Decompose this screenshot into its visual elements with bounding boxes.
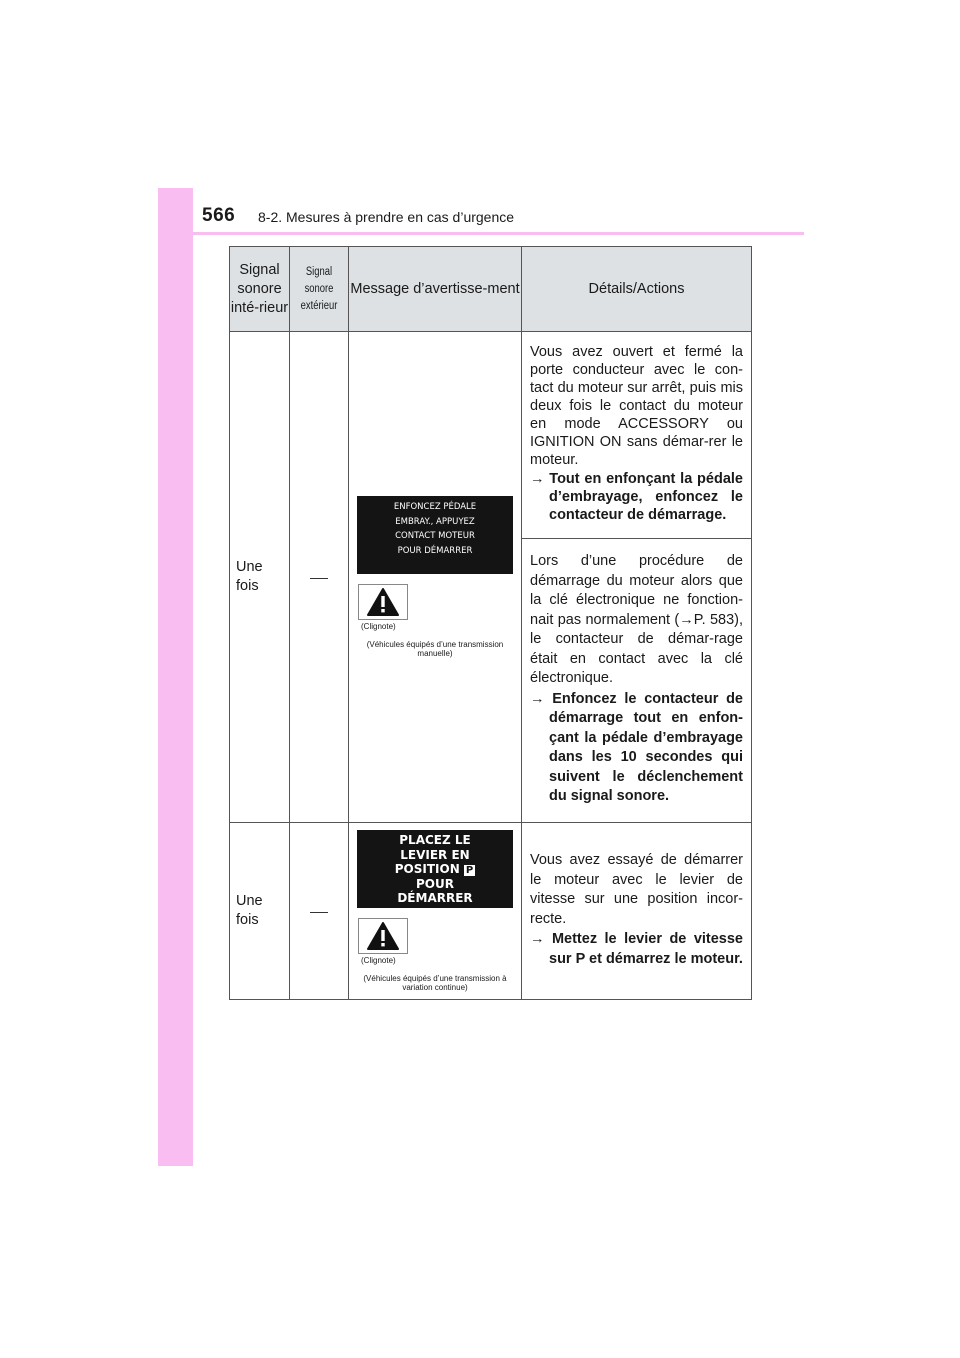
header-divider — [193, 232, 804, 235]
chapter-sidebar — [158, 188, 193, 1166]
blink-label: (Clignote) — [361, 956, 396, 965]
details-action: → Enfoncez le contacteur de démarrage tout en enfon-çant la pédale d’embrayage dans les 10 secondes qui suivent le déclenchement du signal sonore. — [530, 690, 743, 805]
details-text: Vous avez ouvert et fermé la porte conducteur avec le con-tact du moteur sur arrêt, puis mis deux fois le contact du moteur en mode ACCESSORY ou IGNITION ON sans démar-rer le moteur. — [530, 344, 743, 469]
col-header-message: Message d’avertisse-ment — [349, 247, 522, 332]
details-text: Vous avez essayé de démarrer le moteur avec le levier de vitesse sur une position incor-recte. — [530, 852, 743, 927]
col-header-details: Détails/Actions — [522, 247, 752, 332]
details-action: → Tout en enfonçant la pédale d’embrayage, enfoncez le contacteur de démarrage. — [530, 471, 743, 524]
table-row — [230, 823, 752, 1000]
table-header-row — [230, 247, 752, 332]
none-dash — [310, 912, 328, 913]
display-message-shift: PLACEZ LE LEVIER EN POSITION P POUR DÉMARRER — [357, 830, 513, 908]
warning-triangle-icon — [358, 918, 408, 954]
none-dash — [310, 578, 328, 579]
section-title: 8-2. Mesures à prendre en cas d’urgence — [258, 209, 515, 225]
blink-label: (Clignote) — [361, 622, 396, 631]
interior-signal-cell: Une fois — [230, 823, 290, 1000]
col-header-interior: Signal sonore inté-rieur — [230, 247, 290, 332]
col-header-exterior: Signal sonore extérieur — [290, 247, 349, 332]
warning-table — [229, 246, 752, 1000]
details-cell — [522, 538, 752, 822]
details-cell — [522, 823, 752, 1000]
page-number: 566 — [202, 205, 236, 226]
display-message-clutch: ENFONCEZ PÉDALE EMBRAY., APPUYEZ CONTACT MOTEUR POUR DÉMARRER — [357, 496, 513, 574]
message-cell — [349, 332, 522, 823]
details-text: Lors d’une procédure de démarrage du moteur alors que la clé électronique ne fonction-nait pas normalement (→P. 583), le contacteur de démar-rage était en contact avec la clé électronique. — [530, 553, 743, 687]
display-caption: (Véhicules équipés d’une transmission à variation continue) — [363, 974, 507, 992]
warning-triangle-icon — [358, 584, 408, 620]
exterior-signal-cell — [290, 332, 349, 823]
exterior-signal-cell — [290, 823, 349, 1000]
interior-signal-cell: Une fois — [230, 332, 290, 823]
details-action: → Mettez le levier de vitesse sur P et démarrez le moteur. — [530, 931, 743, 967]
p-position-badge: P — [465, 865, 474, 877]
display-caption: (Véhicules équipés d’une transmission manuelle) — [366, 640, 504, 658]
details-cell — [522, 332, 752, 539]
message-cell — [349, 823, 522, 1000]
table-row — [230, 332, 752, 539]
